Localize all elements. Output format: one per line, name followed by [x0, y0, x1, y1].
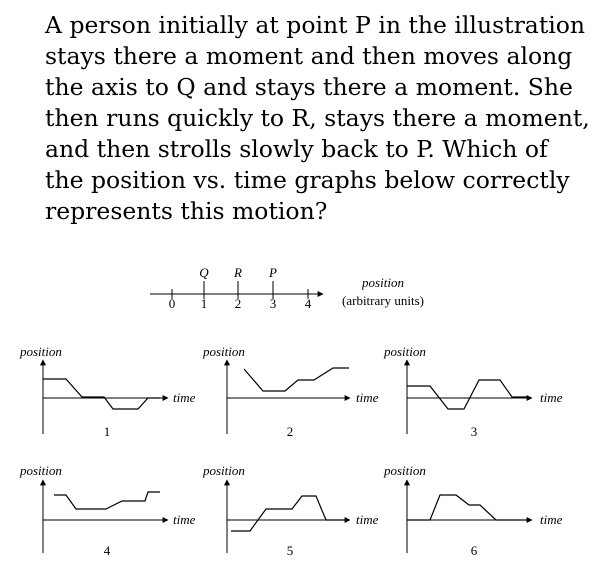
x-axis-label: time: [173, 512, 196, 527]
motion-curve: [407, 495, 528, 520]
number-line: [150, 265, 424, 311]
tick-label: 3: [269, 296, 277, 311]
tick-label: 4: [304, 296, 312, 311]
graph-3: [383, 344, 563, 439]
y-axis-label: position: [384, 344, 426, 359]
point-label-q: Q: [199, 265, 209, 280]
graph-number: 2: [286, 424, 294, 439]
motion-curve: [244, 368, 349, 391]
y-axis-label: position: [20, 463, 62, 478]
x-axis-label: time: [540, 390, 563, 405]
graph-6: [383, 463, 563, 558]
motion-curve: [407, 380, 528, 409]
question-line: and then strolls slowly back to P. Which of: [45, 135, 548, 163]
question-line: stays there a moment and then moves along: [45, 42, 573, 70]
tick-label: 0: [168, 296, 176, 311]
question-line: A person initially at point P in the illustration: [45, 11, 586, 39]
question-line: represents this motion?: [45, 197, 328, 225]
y-axis-label: position: [20, 344, 62, 359]
y-axis-label: position: [203, 344, 245, 359]
y-axis-label: position: [384, 463, 426, 478]
graph-5: [202, 463, 379, 558]
axis-unit: (arbitrary units): [342, 293, 424, 308]
graph-number: 3: [470, 424, 478, 439]
x-axis-label: time: [356, 390, 379, 405]
tick-label: 2: [234, 296, 242, 311]
y-axis-label: position: [203, 463, 245, 478]
question-line: then runs quickly to R, stays there a moment,: [45, 104, 590, 132]
point-label-r: R: [234, 265, 242, 280]
graph-number: 5: [286, 543, 294, 558]
motion-curve: [43, 379, 160, 409]
motion-curve: [231, 496, 346, 531]
graph-1: [19, 344, 196, 439]
motion-curve: [54, 492, 160, 509]
x-axis-label: time: [356, 512, 379, 527]
graph-number: 6: [470, 543, 478, 558]
axis-label: position: [362, 275, 404, 290]
point-label-p: P: [269, 265, 277, 280]
graph-2: [202, 344, 379, 439]
x-axis-label: time: [540, 512, 563, 527]
question-line: the axis to Q and stays there a moment. She: [45, 73, 573, 101]
graph-number: 1: [103, 424, 111, 439]
x-axis-label: time: [173, 390, 196, 405]
graph-number: 4: [103, 543, 111, 558]
question-line: the position vs. time graphs below correctly: [45, 166, 570, 194]
tick-label: 1: [200, 296, 208, 311]
graph-4: [19, 463, 196, 558]
